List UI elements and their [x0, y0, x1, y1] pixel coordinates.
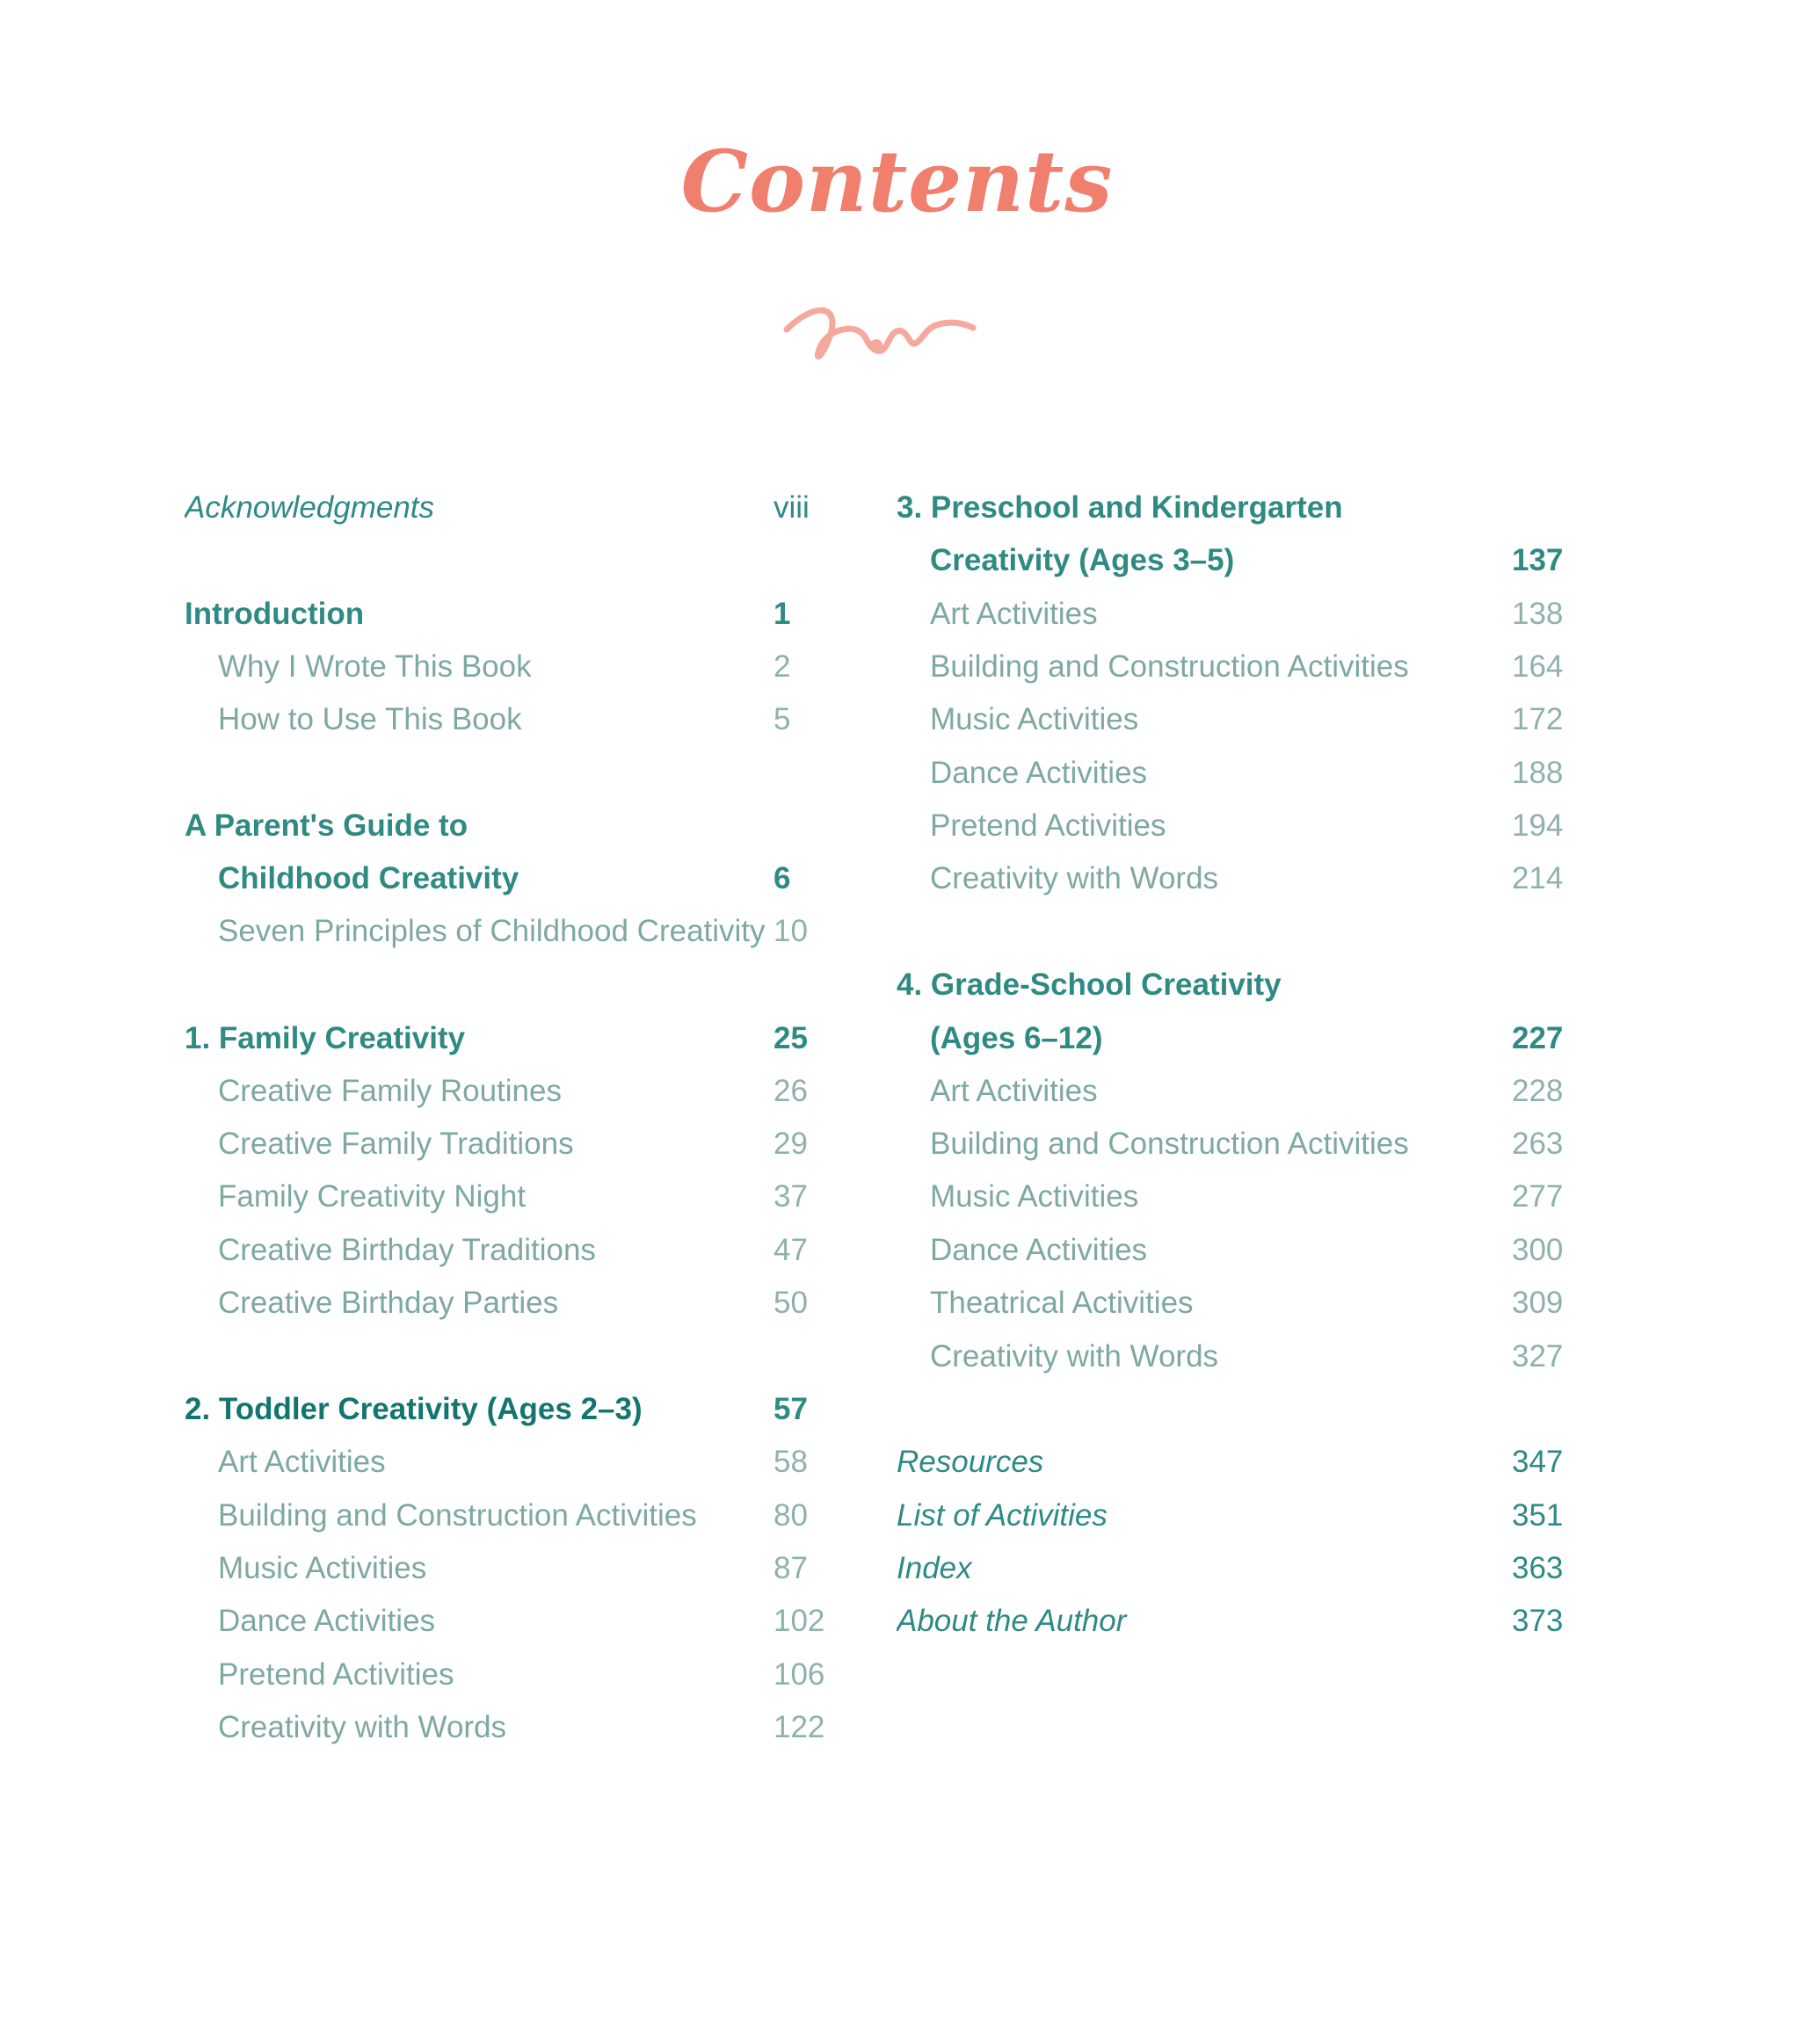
toc-entry-label: How to Use This Book: [218, 702, 522, 736]
toc-entry-page-number: 26: [774, 1074, 808, 1108]
toc-entry-page-number: 188: [1512, 756, 1564, 790]
toc-entry-page-number: 228: [1512, 1074, 1564, 1108]
toc-entry-right-4-grade-school-creativity: [897, 959, 1573, 1011]
toc-entry-label: Creativity with Words: [218, 1710, 507, 1744]
toc-entry-left-building-and-construction-activities: [185, 1490, 853, 1542]
toc-entry-label: 3. Preschool and Kindergarten: [897, 490, 1343, 525]
toc-entry-page-number: 351: [1512, 1498, 1564, 1533]
toc-entry-label: Art Activities: [930, 1074, 1098, 1108]
toc-entry-label: Creativity (Ages 3–5): [930, 543, 1235, 577]
toc-entry-label: Building and Construction Activities: [930, 649, 1409, 684]
toc-entry-page-number: 6: [774, 861, 791, 895]
toc-entry-page-number: 37: [774, 1179, 808, 1214]
toc-entry-left-childhood-creativity: [185, 852, 853, 905]
toc-entry-right-pretend-activities: [897, 800, 1573, 852]
toc-entry-right-art-activities: [897, 1065, 1573, 1118]
toc-entry-page-number: 373: [1512, 1604, 1564, 1638]
toc-entry-label: Music Activities: [930, 702, 1139, 736]
toc-entry-right-index: [897, 1542, 1573, 1595]
flourish-ornament-icon: [778, 294, 980, 373]
toc-entry-label: Introduction: [185, 597, 365, 631]
toc-entry-left-art-activities: [185, 1436, 853, 1489]
toc-entry-right-dance-activities: [897, 1224, 1573, 1277]
toc-entry-left-music-activities: [185, 1542, 853, 1595]
toc-entry-page-number: 10: [774, 914, 808, 948]
toc-entry-left-1-family-creativity: [185, 1012, 853, 1065]
toc-entry-page-number: 58: [774, 1445, 808, 1479]
toc-entry-left-creativity-with-words: [185, 1701, 853, 1754]
toc-entry-label: 2. Toddler Creativity (Ages 2–3): [185, 1392, 643, 1426]
toc-entry-page-number: 2: [774, 649, 791, 684]
toc-entry-label: 4. Grade-School Creativity: [897, 968, 1282, 1002]
toc-entry-page-number: 57: [774, 1392, 808, 1426]
toc-entry-label: Building and Construction Activities: [218, 1498, 697, 1533]
toc-entry-page-number: 25: [774, 1021, 808, 1055]
toc-entry-page-number: 80: [774, 1498, 808, 1533]
toc-entry-right-creativity-ages-3-5: [897, 534, 1573, 587]
toc-entry-page-number: 300: [1512, 1233, 1564, 1267]
toc-entry-page-number: 214: [1512, 861, 1564, 895]
toc-entry-left-2-toddler-creativity-ages-2-3: [185, 1383, 853, 1436]
toc-entry-label: Dance Activities: [218, 1604, 436, 1638]
toc-entry-label: Creative Family Traditions: [218, 1127, 574, 1161]
toc-entry-label: Music Activities: [218, 1551, 427, 1585]
toc-entry-page-number: 1: [774, 597, 791, 631]
toc-entry-left-introduction: [185, 588, 853, 641]
toc-entry-page-number: 172: [1512, 702, 1564, 736]
toc-entry-label: Creative Birthday Traditions: [218, 1233, 596, 1267]
toc-entry-label: Pretend Activities: [930, 808, 1166, 843]
toc-entry-right-music-activities: [897, 1171, 1573, 1223]
toc-entry-label: Seven Principles of Childhood Creativity: [218, 914, 766, 948]
toc-entry-right-creativity-with-words: [897, 1330, 1573, 1383]
toc-entry-page-number: 29: [774, 1127, 808, 1161]
toc-entry-left-creative-birthday-traditions: [185, 1224, 853, 1277]
toc-entry-right-ages-6-12: [897, 1012, 1573, 1065]
toc-entry-page-number: 102: [774, 1604, 825, 1638]
toc-entry-label: Childhood Creativity: [218, 861, 519, 895]
toc-entry-page-number: 138: [1512, 597, 1564, 631]
toc-entry-right-list-of-activities: [897, 1490, 1573, 1542]
toc-entry-right-creativity-with-words: [897, 852, 1573, 905]
toc-entry-label: Creativity with Words: [930, 861, 1219, 895]
toc-entry-left-dance-activities: [185, 1595, 853, 1648]
toc-entry-label: Creativity with Words: [930, 1339, 1219, 1374]
toc-entry-label: Pretend Activities: [218, 1657, 454, 1692]
toc-entry-label: List of Activities: [897, 1498, 1108, 1533]
toc-entry-page-number: 137: [1512, 543, 1564, 577]
toc-entry-label: Art Activities: [930, 597, 1098, 631]
toc-entry-label: Theatrical Activities: [930, 1286, 1194, 1320]
toc-entry-label: Music Activities: [930, 1179, 1139, 1214]
toc-entry-left-creative-family-routines: [185, 1065, 853, 1118]
toc-entry-left-family-creativity-night: [185, 1171, 853, 1223]
page-title: Contents: [680, 132, 1114, 231]
toc-entry-label: Dance Activities: [930, 1233, 1148, 1267]
toc-entry-page-number: 106: [774, 1657, 825, 1692]
toc-entry-left-pretend-activities: [185, 1649, 853, 1701]
toc-entry-label: Index: [897, 1551, 972, 1585]
toc-entry-label: Art Activities: [218, 1445, 386, 1479]
toc-entry-page-number: 122: [774, 1710, 825, 1744]
toc-entry-right-about-the-author: [897, 1595, 1573, 1648]
toc-entry-page-number: 363: [1512, 1551, 1564, 1585]
toc-entry-page-number: 347: [1512, 1445, 1564, 1479]
toc-entry-label: Why I Wrote This Book: [218, 649, 532, 684]
toc-entry-right-music-activities: [897, 693, 1573, 746]
toc-entry-page-number: 263: [1512, 1127, 1564, 1161]
toc-entry-left-seven-principles-of-childhood-creativity: [185, 905, 853, 958]
toc-entry-page-number: 87: [774, 1551, 808, 1585]
toc-entry-page-number: 50: [774, 1286, 808, 1320]
toc-entry-label: Acknowledgments: [185, 490, 435, 525]
toc-entry-label: Creative Family Routines: [218, 1074, 562, 1108]
toc-entry-page-number: 277: [1512, 1179, 1564, 1214]
toc-entry-left-creative-birthday-parties: [185, 1277, 853, 1330]
toc-entry-left-creative-family-traditions: [185, 1118, 853, 1171]
toc-entry-left-why-i-wrote-this-book: [185, 641, 853, 693]
toc-entry-left-a-parent-s-guide-to: [185, 800, 853, 852]
toc-entry-left-acknowledgments: [185, 482, 853, 534]
toc-entry-right-building-and-construction-activities: [897, 1118, 1573, 1171]
toc-entry-label: Resources: [897, 1445, 1044, 1479]
toc-entry-page-number: 194: [1512, 808, 1564, 843]
toc-entry-label: About the Author: [897, 1604, 1127, 1638]
toc-entry-label: 1. Family Creativity: [185, 1021, 466, 1055]
toc-entry-label: Dance Activities: [930, 756, 1148, 790]
toc-entry-page-number: 5: [774, 702, 791, 736]
toc-entry-page-number: 227: [1512, 1021, 1564, 1055]
toc-entry-right-art-activities: [897, 588, 1573, 641]
toc-entry-page-number: 47: [774, 1233, 808, 1267]
toc-entry-page-number: viii: [774, 490, 810, 525]
toc-entry-label: Building and Construction Activities: [930, 1127, 1409, 1161]
toc-entry-right-resources: [897, 1436, 1573, 1489]
toc-entry-page-number: 164: [1512, 649, 1564, 684]
toc-entry-right-theatrical-activities: [897, 1277, 1573, 1330]
toc-entry-right-3-preschool-and-kindergarten: [897, 482, 1573, 534]
toc-entry-label: (Ages 6–12): [930, 1021, 1103, 1055]
toc-entry-label: Creative Birthday Parties: [218, 1286, 559, 1320]
toc-entry-page-number: 309: [1512, 1286, 1564, 1320]
toc-entry-right-dance-activities: [897, 747, 1573, 800]
toc-entry-page-number: 327: [1512, 1339, 1564, 1374]
toc-entry-label: Family Creativity Night: [218, 1179, 527, 1214]
toc-entry-left-how-to-use-this-book: [185, 693, 853, 746]
toc-entry-label: A Parent's Guide to: [185, 808, 468, 843]
toc-entry-right-building-and-construction-activities: [897, 641, 1573, 693]
